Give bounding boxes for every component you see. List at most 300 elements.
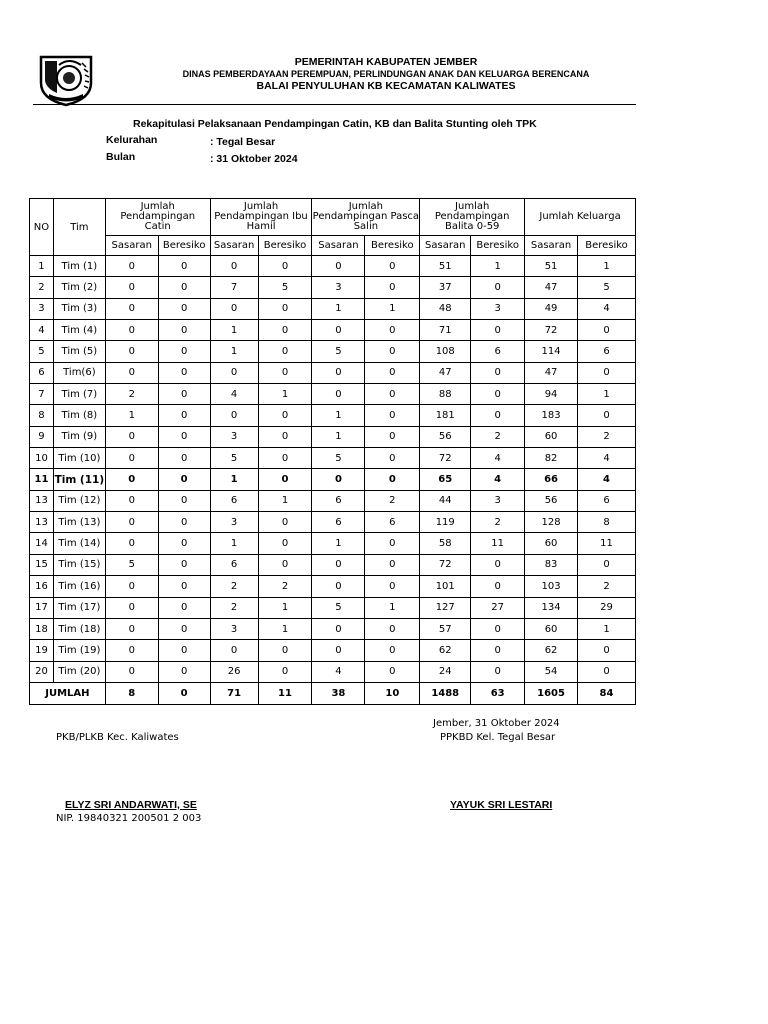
row-tim: Tim (20)	[53, 661, 105, 682]
kelurahan-label: Kelurahan	[106, 134, 158, 146]
cell-value: 4	[578, 448, 636, 469]
cell-value: 5	[578, 277, 636, 298]
cell-value: 6	[471, 341, 525, 362]
cell-value: 29	[578, 597, 636, 618]
cell-value: 0	[258, 341, 312, 362]
total-value: 8	[105, 682, 158, 704]
cell-value: 0	[258, 469, 312, 490]
cell-value: 71	[420, 320, 471, 341]
table-row	[30, 298, 636, 319]
cell-value: 101	[420, 576, 471, 597]
cell-value: 4	[210, 384, 258, 405]
cell-value: 0	[365, 469, 420, 490]
cell-value: 0	[578, 661, 636, 682]
row-tim: Tim (13)	[53, 512, 105, 533]
cell-value: 44	[420, 490, 471, 511]
cell-value: 0	[312, 384, 365, 405]
col-header-tim: Tim	[53, 199, 105, 256]
cell-value: 0	[158, 597, 210, 618]
cell-value: 94	[525, 384, 578, 405]
row-no: 3	[30, 298, 54, 319]
header-divider	[33, 104, 636, 105]
table-row	[30, 277, 636, 298]
cell-value: 3	[471, 298, 525, 319]
cell-value: 114	[525, 341, 578, 362]
total-value: 10	[365, 682, 420, 704]
row-no: 19	[30, 640, 54, 661]
cell-value: 2	[471, 426, 525, 447]
left-signer-nip: NIP. 19840321 200501 2 003	[56, 813, 202, 824]
cell-value: 0	[210, 256, 258, 277]
cell-value: 60	[525, 618, 578, 639]
row-tim: Tim (14)	[53, 533, 105, 554]
cell-value: 0	[365, 661, 420, 682]
cell-value: 0	[578, 554, 636, 575]
cell-value: 0	[158, 512, 210, 533]
group-header-pasca-salin: Jumlah Pendampingan Pasca Salin	[312, 199, 420, 236]
cell-value: 0	[158, 490, 210, 511]
cell-value: 1	[210, 469, 258, 490]
cell-value: 60	[525, 533, 578, 554]
cell-value: 0	[258, 426, 312, 447]
total-value: 84	[578, 682, 636, 704]
cell-value: 2	[258, 576, 312, 597]
cell-value: 1	[210, 341, 258, 362]
row-no: 6	[30, 362, 54, 383]
cell-value: 72	[525, 320, 578, 341]
cell-value: 1	[312, 533, 365, 554]
cell-value: 51	[525, 256, 578, 277]
cell-value: 0	[105, 512, 158, 533]
cell-value: 0	[158, 533, 210, 554]
cell-value: 0	[312, 618, 365, 639]
cell-value: 1	[258, 490, 312, 511]
regency-seal-icon	[35, 53, 97, 107]
total-value: 1605	[525, 682, 578, 704]
cell-value: 0	[158, 405, 210, 426]
cell-value: 108	[420, 341, 471, 362]
table-row	[30, 533, 636, 554]
header-department: DINAS PEMBERDAYAAN PEREMPUAN, PERLINDUNGAN ANAK DAN KELUARGA BERENCANA	[182, 69, 590, 79]
row-tim: Tim(6)	[53, 362, 105, 383]
cell-value: 2	[105, 384, 158, 405]
cell-value: 0	[312, 576, 365, 597]
total-row	[30, 682, 636, 704]
total-value: 0	[158, 682, 210, 704]
cell-value: 5	[312, 341, 365, 362]
cell-value: 134	[525, 597, 578, 618]
cell-value: 2	[210, 597, 258, 618]
cell-value: 72	[420, 448, 471, 469]
cell-value: 72	[420, 554, 471, 575]
cell-value: 0	[365, 362, 420, 383]
report-title: Rekapitulasi Pelaksanaan Pendampingan Catin, KB dan Balita Stunting oleh TPK	[133, 118, 537, 130]
cell-value: 128	[525, 512, 578, 533]
cell-value: 1	[210, 533, 258, 554]
row-tim: Tim (3)	[53, 298, 105, 319]
sub-header-sasaran: Sasaran	[420, 236, 471, 256]
cell-value: 0	[471, 661, 525, 682]
cell-value: 0	[158, 554, 210, 575]
cell-value: 0	[365, 554, 420, 575]
group-header-balita: Jumlah Pendampingan Balita 0-59	[420, 199, 525, 236]
row-tim: Tim (18)	[53, 618, 105, 639]
cell-value: 1	[105, 405, 158, 426]
cell-value: 0	[471, 640, 525, 661]
cell-value: 1	[258, 384, 312, 405]
cell-value: 0	[578, 320, 636, 341]
table-row	[30, 490, 636, 511]
cell-value: 0	[471, 384, 525, 405]
cell-value: 0	[312, 362, 365, 383]
cell-value: 62	[420, 640, 471, 661]
cell-value: 0	[258, 362, 312, 383]
cell-value: 0	[105, 362, 158, 383]
right-signer-role: PPKBD Kel. Tegal Besar	[440, 732, 556, 743]
cell-value: 0	[365, 533, 420, 554]
cell-value: 0	[365, 384, 420, 405]
cell-value: 0	[258, 448, 312, 469]
cell-value: 0	[158, 576, 210, 597]
cell-value: 0	[365, 405, 420, 426]
kelurahan-value: : Tegal Besar	[210, 136, 276, 148]
cell-value: 0	[158, 320, 210, 341]
row-no: 8	[30, 405, 54, 426]
row-tim: Tim (12)	[53, 490, 105, 511]
row-tim: Tim (1)	[53, 256, 105, 277]
cell-value: 4	[471, 448, 525, 469]
cell-value: 3	[210, 618, 258, 639]
cell-value: 0	[258, 512, 312, 533]
row-no: 2	[30, 277, 54, 298]
row-no: 14	[30, 533, 54, 554]
sub-header-beresiko: Beresiko	[158, 236, 210, 256]
cell-value: 0	[471, 618, 525, 639]
cell-value: 0	[105, 661, 158, 682]
cell-value: 0	[105, 618, 158, 639]
cell-value: 66	[525, 469, 578, 490]
cell-value: 0	[158, 256, 210, 277]
table-row	[30, 320, 636, 341]
cell-value: 0	[158, 448, 210, 469]
cell-value: 0	[471, 554, 525, 575]
cell-value: 60	[525, 426, 578, 447]
table-row	[30, 362, 636, 383]
cell-value: 8	[578, 512, 636, 533]
row-no: 10	[30, 448, 54, 469]
cell-value: 0	[471, 576, 525, 597]
row-tim: Tim (9)	[53, 426, 105, 447]
cell-value: 37	[420, 277, 471, 298]
cell-value: 2	[365, 490, 420, 511]
cell-value: 88	[420, 384, 471, 405]
cell-value: 83	[525, 554, 578, 575]
cell-value: 0	[312, 554, 365, 575]
cell-value: 47	[420, 362, 471, 383]
cell-value: 6	[210, 490, 258, 511]
cell-value: 1	[471, 256, 525, 277]
row-no: 4	[30, 320, 54, 341]
cell-value: 0	[258, 533, 312, 554]
right-signer-name: YAYUK SRI LESTARI	[450, 799, 553, 811]
header-office: BALAI PENYULUHAN KB KECAMATAN KALIWATES	[256, 80, 516, 92]
cell-value: 5	[210, 448, 258, 469]
cell-value: 0	[365, 320, 420, 341]
cell-value: 119	[420, 512, 471, 533]
cell-value: 0	[105, 426, 158, 447]
total-value: 71	[210, 682, 258, 704]
cell-value: 0	[158, 661, 210, 682]
cell-value: 0	[158, 384, 210, 405]
table-row	[30, 256, 636, 277]
cell-value: 0	[210, 405, 258, 426]
cell-value: 0	[105, 640, 158, 661]
group-header-catin: Jumlah Pendampingan Catin	[105, 199, 210, 236]
row-no: 16	[30, 576, 54, 597]
table-row	[30, 405, 636, 426]
row-no: 15	[30, 554, 54, 575]
cell-value: 0	[258, 554, 312, 575]
cell-value: 62	[525, 640, 578, 661]
cell-value: 0	[158, 362, 210, 383]
cell-value: 127	[420, 597, 471, 618]
cell-value: 0	[365, 277, 420, 298]
cell-value: 0	[210, 640, 258, 661]
cell-value: 0	[312, 256, 365, 277]
cell-value: 7	[210, 277, 258, 298]
bulan-label: Bulan	[106, 151, 136, 163]
cell-value: 3	[210, 426, 258, 447]
cell-value: 1	[312, 405, 365, 426]
total-value: 1488	[420, 682, 471, 704]
cell-value: 0	[105, 341, 158, 362]
cell-value: 0	[105, 490, 158, 511]
cell-value: 1	[312, 426, 365, 447]
table-row	[30, 384, 636, 405]
row-no: 13	[30, 490, 54, 511]
cell-value: 103	[525, 576, 578, 597]
row-tim: Tim (5)	[53, 341, 105, 362]
cell-value: 0	[258, 640, 312, 661]
signature-place-date: Jember, 31 Oktober 2024	[433, 718, 560, 729]
cell-value: 3	[210, 512, 258, 533]
cell-value: 0	[365, 640, 420, 661]
cell-value: 0	[210, 362, 258, 383]
cell-value: 0	[578, 640, 636, 661]
cell-value: 181	[420, 405, 471, 426]
sub-header-sasaran: Sasaran	[105, 236, 158, 256]
cell-value: 6	[365, 512, 420, 533]
cell-value: 5	[312, 597, 365, 618]
table-row	[30, 597, 636, 618]
cell-value: 183	[525, 405, 578, 426]
cell-value: 51	[420, 256, 471, 277]
group-header-keluarga: Jumlah Keluarga	[525, 199, 636, 236]
cell-value: 0	[365, 341, 420, 362]
cell-value: 0	[312, 469, 365, 490]
cell-value: 82	[525, 448, 578, 469]
cell-value: 1	[258, 597, 312, 618]
cell-value: 2	[578, 576, 636, 597]
cell-value: 0	[158, 341, 210, 362]
total-value: 11	[258, 682, 312, 704]
cell-value: 0	[258, 298, 312, 319]
sub-header-sasaran: Sasaran	[525, 236, 578, 256]
bulan-value: : 31 Oktober 2024	[210, 153, 298, 165]
row-no: 18	[30, 618, 54, 639]
cell-value: 1	[578, 384, 636, 405]
cell-value: 0	[158, 277, 210, 298]
cell-value: 0	[105, 576, 158, 597]
cell-value: 27	[471, 597, 525, 618]
cell-value: 0	[365, 448, 420, 469]
cell-value: 24	[420, 661, 471, 682]
cell-value: 5	[258, 277, 312, 298]
sub-header-beresiko: Beresiko	[365, 236, 420, 256]
row-tim: Tim (4)	[53, 320, 105, 341]
cell-value: 1	[312, 298, 365, 319]
cell-value: 0	[158, 618, 210, 639]
row-tim: Tim (17)	[53, 597, 105, 618]
cell-value: 5	[105, 554, 158, 575]
cell-value: 2	[210, 576, 258, 597]
cell-value: 1	[210, 320, 258, 341]
table-row	[30, 554, 636, 575]
cell-value: 4	[578, 298, 636, 319]
table-row	[30, 661, 636, 682]
cell-value: 48	[420, 298, 471, 319]
cell-value: 0	[258, 661, 312, 682]
row-tim: Tim (7)	[53, 384, 105, 405]
cell-value: 0	[258, 320, 312, 341]
cell-value: 57	[420, 618, 471, 639]
cell-value: 0	[578, 405, 636, 426]
sub-header-sasaran: Sasaran	[210, 236, 258, 256]
cell-value: 0	[105, 597, 158, 618]
cell-value: 0	[105, 469, 158, 490]
cell-value: 0	[471, 362, 525, 383]
header-government: PEMERINTAH KABUPATEN JEMBER	[294, 56, 478, 68]
row-no: 17	[30, 597, 54, 618]
row-no: 20	[30, 661, 54, 682]
table-row	[30, 469, 636, 490]
row-no: 11	[30, 469, 54, 490]
row-tim: Tim (15)	[53, 554, 105, 575]
cell-value: 11	[471, 533, 525, 554]
cell-value: 4	[312, 661, 365, 682]
cell-value: 0	[365, 256, 420, 277]
cell-value: 0	[312, 320, 365, 341]
cell-value: 4	[471, 469, 525, 490]
cell-value: 6	[210, 554, 258, 575]
cell-value: 2	[471, 512, 525, 533]
row-tim: Tim (2)	[53, 277, 105, 298]
cell-value: 0	[471, 405, 525, 426]
table-row	[30, 448, 636, 469]
row-no: 13	[30, 512, 54, 533]
cell-value: 4	[578, 469, 636, 490]
cell-value: 0	[105, 533, 158, 554]
cell-value: 1	[578, 618, 636, 639]
cell-value: 11	[578, 533, 636, 554]
total-value: 38	[312, 682, 365, 704]
cell-value: 0	[105, 448, 158, 469]
cell-value: 2	[578, 426, 636, 447]
cell-value: 0	[365, 618, 420, 639]
col-header-no: NO	[30, 199, 54, 256]
table-row	[30, 426, 636, 447]
cell-value: 1	[365, 298, 420, 319]
table-row	[30, 341, 636, 362]
cell-value: 6	[312, 512, 365, 533]
cell-value: 65	[420, 469, 471, 490]
sub-header-beresiko: Beresiko	[471, 236, 525, 256]
row-tim: Tim (11)	[53, 469, 105, 490]
group-header-ibu-hamil: Jumlah Pendampingan Ibu Hamil	[210, 199, 312, 236]
cell-value: 58	[420, 533, 471, 554]
cell-value: 1	[578, 256, 636, 277]
cell-value: 0	[210, 298, 258, 319]
sub-header-beresiko: Beresiko	[258, 236, 312, 256]
row-tim: Tim (16)	[53, 576, 105, 597]
cell-value: 6	[578, 341, 636, 362]
cell-value: 6	[578, 490, 636, 511]
row-tim: Tim (19)	[53, 640, 105, 661]
sub-header-sasaran: Sasaran	[312, 236, 365, 256]
cell-value: 54	[525, 661, 578, 682]
left-signer-role: PKB/PLKB Kec. Kaliwates	[56, 732, 179, 743]
left-signer-name: ELYZ SRI ANDARWATI, SE	[65, 799, 197, 811]
row-no: 9	[30, 426, 54, 447]
cell-value: 0	[105, 320, 158, 341]
cell-value: 0	[105, 277, 158, 298]
row-no: 5	[30, 341, 54, 362]
sub-header-beresiko: Beresiko	[578, 236, 636, 256]
cell-value: 0	[105, 298, 158, 319]
row-no: 7	[30, 384, 54, 405]
row-tim: Tim (10)	[53, 448, 105, 469]
cell-value: 0	[158, 469, 210, 490]
cell-value: 0	[365, 426, 420, 447]
cell-value: 3	[312, 277, 365, 298]
cell-value: 26	[210, 661, 258, 682]
cell-value: 56	[525, 490, 578, 511]
total-value: 63	[471, 682, 525, 704]
cell-value: 0	[365, 576, 420, 597]
cell-value: 0	[258, 256, 312, 277]
row-no: 1	[30, 256, 54, 277]
cell-value: 0	[471, 277, 525, 298]
table-row	[30, 618, 636, 639]
cell-value: 0	[258, 405, 312, 426]
table-row	[30, 640, 636, 661]
cell-value: 1	[258, 618, 312, 639]
cell-value: 47	[525, 277, 578, 298]
cell-value: 0	[158, 426, 210, 447]
cell-value: 1	[365, 597, 420, 618]
total-label: JUMLAH	[30, 682, 106, 704]
cell-value: 47	[525, 362, 578, 383]
cell-value: 0	[158, 298, 210, 319]
row-tim: Tim (8)	[53, 405, 105, 426]
cell-value: 0	[312, 640, 365, 661]
cell-value: 0	[578, 362, 636, 383]
cell-value: 56	[420, 426, 471, 447]
cell-value: 6	[312, 490, 365, 511]
cell-value: 0	[105, 256, 158, 277]
cell-value: 0	[158, 640, 210, 661]
cell-value: 0	[471, 320, 525, 341]
